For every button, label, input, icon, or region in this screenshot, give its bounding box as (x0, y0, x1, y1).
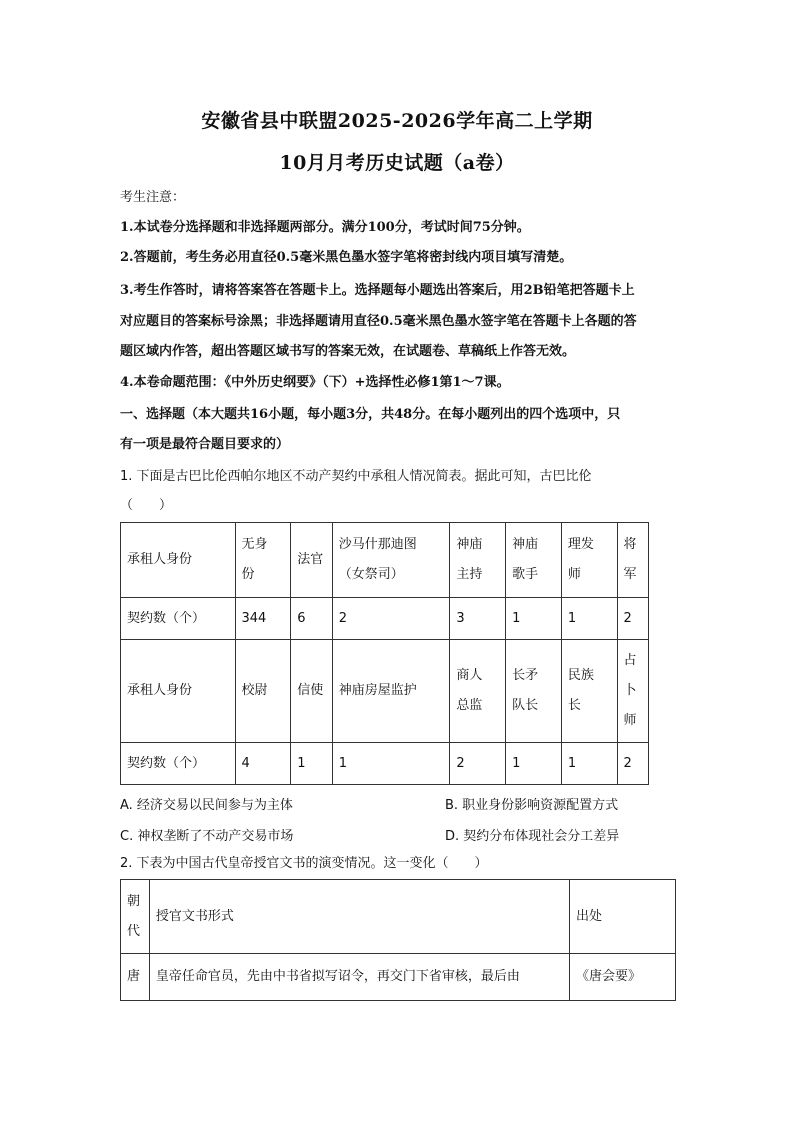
table-cell: 1 (506, 743, 562, 785)
table-cell: 1 (291, 743, 333, 785)
notice-item-3-cont-2: 题区域内作答，超出答题区域书写的答案无效，在试题卷、草稿纸上作答无效。 (120, 344, 576, 359)
table-cell: 《唐会要》 (569, 954, 675, 1001)
table-cell: 无身 份 (235, 523, 291, 598)
q2-stem: 2. 下表为中国古代皇帝授官文书的演变情况。这一变化（ ） (120, 856, 488, 871)
section-heading-line2: 有一项是最符合题目要求的） (120, 437, 290, 452)
notice-item-3-cont-1: 对应题目的答案标号涂黑；非选择题请用直径0.5毫米黑色墨水签字笔在答题卡上各题的答 (120, 314, 637, 329)
table-cell: 2 (332, 598, 450, 640)
table-cell: 1 (332, 743, 450, 785)
table-cell: 占 卜 师 (617, 640, 648, 743)
q1-table (120, 522, 649, 785)
table-cell: 6 (291, 598, 333, 640)
table-row (121, 640, 649, 743)
table-cell: 2 (450, 743, 506, 785)
q1-stem: 1. 下面是古巴比伦西帕尔地区不动产契约中承租人情况简表。据此可知，古巴比伦 (120, 469, 592, 484)
table-cell: 沙马什那迪图 （女祭司） (332, 523, 450, 598)
table-cell: 1 (561, 598, 617, 640)
table-cell: 神庙 歌手 (506, 523, 562, 598)
table-cell: 唐 (121, 954, 150, 1001)
table-cell: 商人 总监 (450, 640, 506, 743)
table-row (121, 523, 649, 598)
q1-blank: （ ） (120, 498, 173, 513)
table-cell: 契约数（个） (121, 743, 236, 785)
table-cell: 2 (617, 598, 648, 640)
table-cell: 出处 (569, 880, 675, 954)
table-cell: 3 (450, 598, 506, 640)
table-cell: 理发 师 (561, 523, 617, 598)
table-cell: 皇帝任命官员，先由中书省拟写诏令，再交门下省审核，最后由 (149, 954, 569, 1001)
table-cell: 1 (561, 743, 617, 785)
table-row (121, 598, 649, 640)
table-cell: 神庙房屋监护 (332, 640, 450, 743)
notice-item-2: 2.答题前，考生务必用直径0.5毫米黑色墨水签字笔将密封线内项目填写清楚。 (120, 250, 573, 265)
table-cell: 2 (617, 743, 648, 785)
exam-title-line1: 安徽省县中联盟2025-2026学年高二上学期 (201, 110, 593, 132)
q1-option-b[interactable]: B. 职业身份影响资源配置方式 (445, 798, 619, 813)
table-cell: 信使 (291, 640, 333, 743)
table-cell: 民族 长 (561, 640, 617, 743)
notice-item-3: 3.考生作答时，请将答案答在答题卡上。选择题每小题选出答案后，用2B铅笔把答题卡上 (120, 283, 635, 298)
table-cell: 承租人身份 (121, 523, 236, 598)
table-cell: 契约数（个） (121, 598, 236, 640)
table-cell: 4 (235, 743, 291, 785)
exam-title-line2: 10月月考历史试题（a卷） (279, 152, 515, 174)
table-cell: 授官文书形式 (149, 880, 569, 954)
q1-option-c[interactable]: C. 神权垄断了不动产交易市场 (120, 829, 294, 844)
table-cell: 将 军 (617, 523, 648, 598)
table-cell: 法官 (291, 523, 333, 598)
table-cell: 神庙 主持 (450, 523, 506, 598)
notice-item-4: 4.本卷命题范围：《中外历史纲要》（下）+选择性必修1第1～7课。 (120, 375, 510, 390)
table-row (121, 954, 676, 1001)
notice-heading: 考生注意： (120, 190, 186, 205)
table-row (121, 880, 676, 954)
table-cell: 长矛 队长 (506, 640, 562, 743)
table-cell: 1 (506, 598, 562, 640)
table-row (121, 743, 649, 785)
section-heading-line1: 一、选择题（本大题共16小题，每小题3分，共48分。在每小题列出的四个选项中，只 (120, 407, 621, 422)
q1-option-a[interactable]: A. 经济交易以民间参与为主体 (120, 798, 293, 813)
table-cell: 校尉 (235, 640, 291, 743)
table-cell: 朝 代 (121, 880, 150, 954)
table-cell: 344 (235, 598, 291, 640)
table-cell: 承租人身份 (121, 640, 236, 743)
q1-option-d[interactable]: D. 契约分布体现社会分工差异 (445, 829, 620, 844)
q2-table (120, 879, 676, 1001)
notice-item-1: 1.本试卷分选择题和非选择题两部分。满分100分，考试时间75分钟。 (120, 220, 530, 235)
